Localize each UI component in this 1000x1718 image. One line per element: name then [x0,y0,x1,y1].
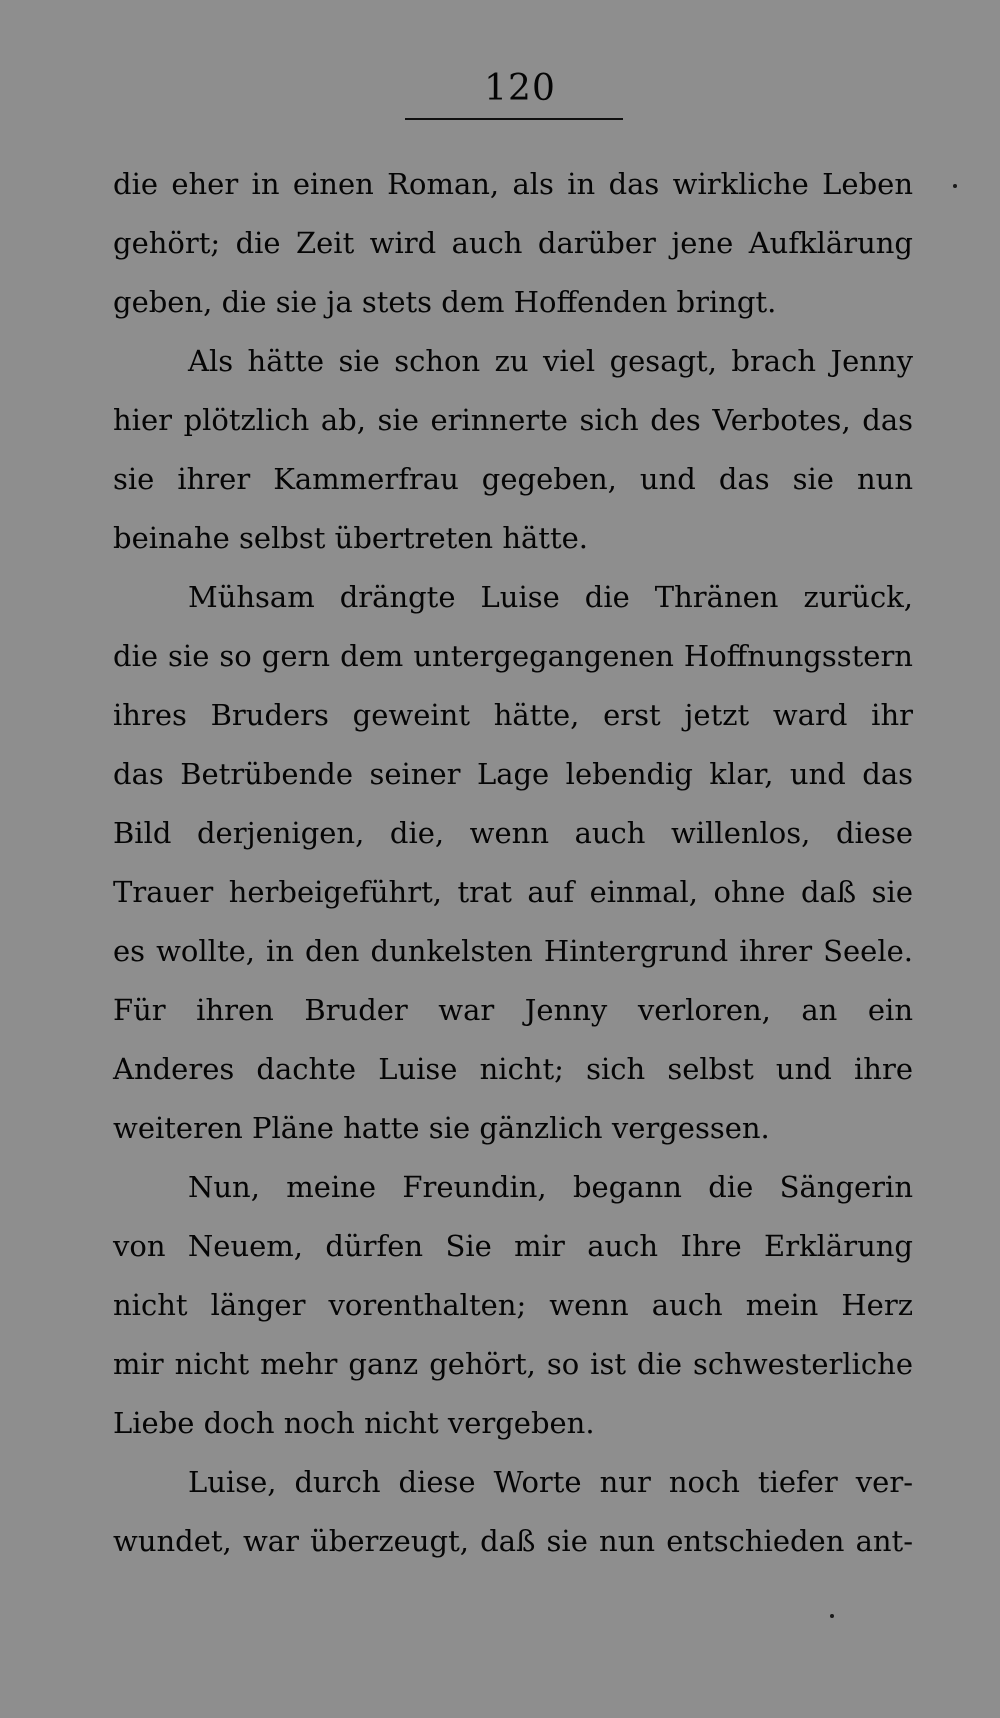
print-speck [953,184,957,188]
text-line: von Neuem, dürfen Sie mir auch Ihre Erklärung [113,1229,913,1263]
text-line: mir nicht mehr ganz gehört, so ist die schwesterliche [113,1347,913,1381]
text-line: wundet, war überzeugt, daß sie nun entschieden ant- [113,1524,913,1558]
page-number: 120 [484,68,556,109]
text-line: Nun, meine Freundin, begann die Sängerin [188,1170,913,1204]
text-line: sie ihrer Kammerfrau gegeben, und das sie nun [113,462,913,496]
text-line: Luise, durch diese Worte nur noch tiefer ver- [188,1465,913,1499]
text-line: weiteren Pläne hatte sie gänzlich vergessen. [113,1111,770,1145]
text-line: Für ihren Bruder war Jenny verloren, an ein [113,993,913,1027]
text-line: Mühsam drängte Luise die Thränen zurück, [188,580,913,614]
print-speck [830,1614,834,1618]
text-line: die sie so gern dem untergegangenen Hoffnungsstern [113,639,913,673]
header-rule [405,118,623,120]
text-line: Trauer herbeigeführt, trat auf einmal, ohne daß sie [113,875,913,909]
text-line: ihres Bruders geweint hätte, erst jetzt ward ihr [113,698,913,732]
text-line: die eher in einen Roman, als in das wirkliche Leben [113,167,913,201]
text-line: es wollte, in den dunkelsten Hintergrund ihrer Seele. [113,934,913,968]
text-line: Bild derjenigen, die, wenn auch willenlos, diese [113,816,913,850]
text-line: nicht länger vorenthalten; wenn auch mein Herz [113,1288,913,1322]
text-line: geben, die sie ja stets dem Hoffenden bringt. [113,285,777,319]
text-line: Als hätte sie schon zu viel gesagt, brach Jenny [188,344,913,378]
text-line: das Betrübende seiner Lage lebendig klar, und das [113,757,913,791]
text-line: Anderes dachte Luise nicht; sich selbst und ihre [113,1052,913,1086]
body-text [113,155,913,1571]
text-line: beinahe selbst übertreten hätte. [113,521,588,555]
text-line: hier plötzlich ab, sie erinnerte sich des Verbotes, das [113,403,913,437]
text-line: Liebe doch noch nicht vergeben. [113,1406,595,1440]
text-line: gehört; die Zeit wird auch darüber jene Aufklärung [113,226,913,260]
